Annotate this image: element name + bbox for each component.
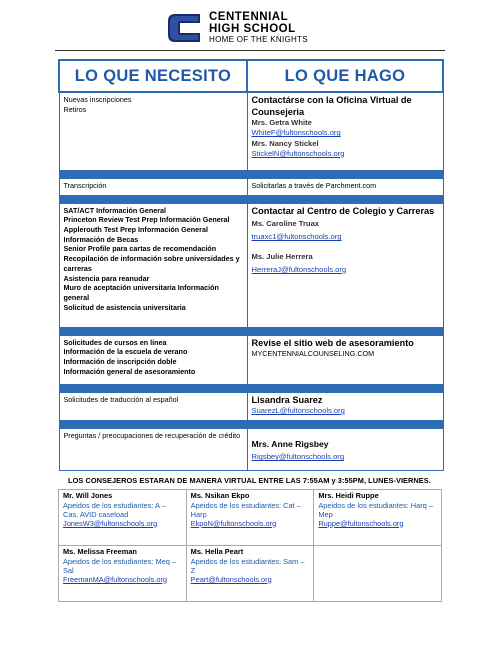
contact-name: Mrs. Anne Rigsbey [251, 438, 329, 449]
contact-name: Ms. Caroline Truax [251, 219, 320, 228]
needs-cell: Solicitudes de cursos en línea Información de la escuela de verano Información de inscripción doble Información general de asesoramiento [59, 335, 247, 384]
action-title: Contactárse con la Oficina Virtual de Counsejeria [251, 95, 412, 117]
row-separator [59, 195, 443, 203]
header-needs: LO QUE NECESITO [59, 60, 247, 92]
row-inscripciones [59, 92, 443, 170]
counselor-cell [186, 490, 314, 546]
school-name-line1: CENTENNIAL [209, 11, 289, 23]
email-link[interactable]: SuarezL@fultonschools.org [251, 406, 345, 415]
contact-name: Ms. Julie Herrera [251, 251, 313, 261]
row-traduccion [59, 392, 443, 420]
column-headers [59, 60, 443, 92]
action-cell [247, 392, 443, 420]
resources-table [58, 59, 444, 471]
counselor-email[interactable]: FreemanMA@fultonschools.org [63, 574, 168, 584]
action-cell [247, 92, 443, 170]
counselor-name: Mrs. Heidi Ruppe [318, 491, 379, 500]
counselor-caseload: Apeidos de los estudiantes: A – Cas, AVID caseload [63, 500, 166, 519]
action-cell [247, 428, 443, 470]
counselor-cell [59, 546, 187, 602]
email-link[interactable]: WhiteF@fultonschools.org [251, 128, 341, 138]
row-transcripcion [59, 178, 443, 195]
counselor-cell [314, 490, 442, 546]
row-separator [59, 384, 443, 392]
counselor-name: Mr. Will Jones [63, 491, 113, 500]
counselor-email[interactable]: Ruppe@fultonschools.org [318, 518, 404, 528]
needs-cell: Transcripción [59, 178, 247, 195]
email-link[interactable]: HerreraJ@fultonschools.org [251, 264, 347, 274]
row-separator [59, 327, 443, 335]
needs-cell: Preguntas / preocupaciones de recuperación de crédito [59, 428, 247, 470]
needs-cell: SAT/ACT Información General Princeton Review Test Prep Información General Applerouth Test Prep Información General Información de Becas Senior Profile para cartas de recomendación Recopilación de información sobre universidades y carreras Asistencia para reanudar Muro de aceptación universitaria Información general Solicitud de asistencia universitaria [59, 203, 247, 327]
counselor-email[interactable]: EkpoN@fultonschools.org [190, 518, 277, 528]
school-tagline: HOME OF THE KNIGHTS [209, 35, 308, 44]
row-sat-act [59, 203, 443, 327]
counselor-caseload: Apeidos de los estudiantes: Sam – Z [190, 556, 305, 575]
counseling-website-link[interactable]: MYCENTENNIALCOUNSELING.COM [251, 349, 375, 358]
counselor-caseload: Apeidos de los estudiantes: Harq – Mep [318, 500, 433, 519]
header-divider [55, 50, 445, 51]
row-preguntas [59, 428, 443, 470]
row-separator [59, 170, 443, 178]
counselor-name: Ms. Nsikan Ekpo [190, 491, 250, 500]
header-actions: LO QUE HAGO [247, 60, 443, 92]
email-link[interactable]: truaxc1@fultonschools.org [251, 232, 342, 242]
counselor-cell [186, 546, 314, 602]
action-cell [247, 335, 443, 384]
school-logo-icon [165, 8, 205, 48]
contact-name: Lisandra Suarez [251, 394, 323, 405]
contact-name: Mrs. Nancy Stickel [251, 138, 319, 148]
action-title: Revise el sitio web de asesoramiento [251, 337, 414, 348]
counselor-email[interactable]: JonesW3@fultonschools.org [63, 518, 158, 528]
needs-cell: Solicitudes de traducción al español [59, 392, 247, 420]
counselor-caseload: Apeidos de los estudiantes: Cat – Harp [190, 500, 301, 519]
action-cell [247, 203, 443, 327]
email-link[interactable]: Rigsbey@fultonschools.org [251, 452, 345, 462]
row-separator [59, 420, 443, 428]
row-cursos [59, 335, 443, 384]
counselor-name: Ms. Melissa Freeman [63, 547, 137, 556]
action-cell: Solicitarlas a través de Parchment.com [247, 178, 443, 195]
school-header [165, 8, 340, 48]
school-name-line2: HIGH SCHOOL [209, 22, 296, 35]
contact-name: Mrs. Getra White [251, 118, 312, 127]
counselors-table [58, 489, 442, 602]
counselor-cell-empty [314, 546, 442, 602]
counselor-row [59, 490, 442, 546]
counselor-email[interactable]: Peart@fultonschools.org [190, 574, 272, 584]
email-link[interactable]: StickelN@fultonschools.org [251, 148, 345, 158]
counselor-caseload: Apeidos de los estudiantes: Meq – Sal [63, 556, 176, 575]
counselor-cell [59, 490, 187, 546]
counselor-row [59, 546, 442, 602]
action-title: Contactar al Centro de Colegio y Carreras [251, 205, 435, 216]
school-text [209, 12, 308, 44]
counselor-name: Ms. Hella Peart [190, 547, 244, 556]
needs-cell: Nuevas inscripciones Retiros [59, 92, 247, 170]
hours-notice: LOS CONSEJEROS ESTARAN DE MANERA VIRTUAL ENTRE LAS 7:55AM y 3:55PM, LUNES-VIERNES. [68, 476, 431, 485]
